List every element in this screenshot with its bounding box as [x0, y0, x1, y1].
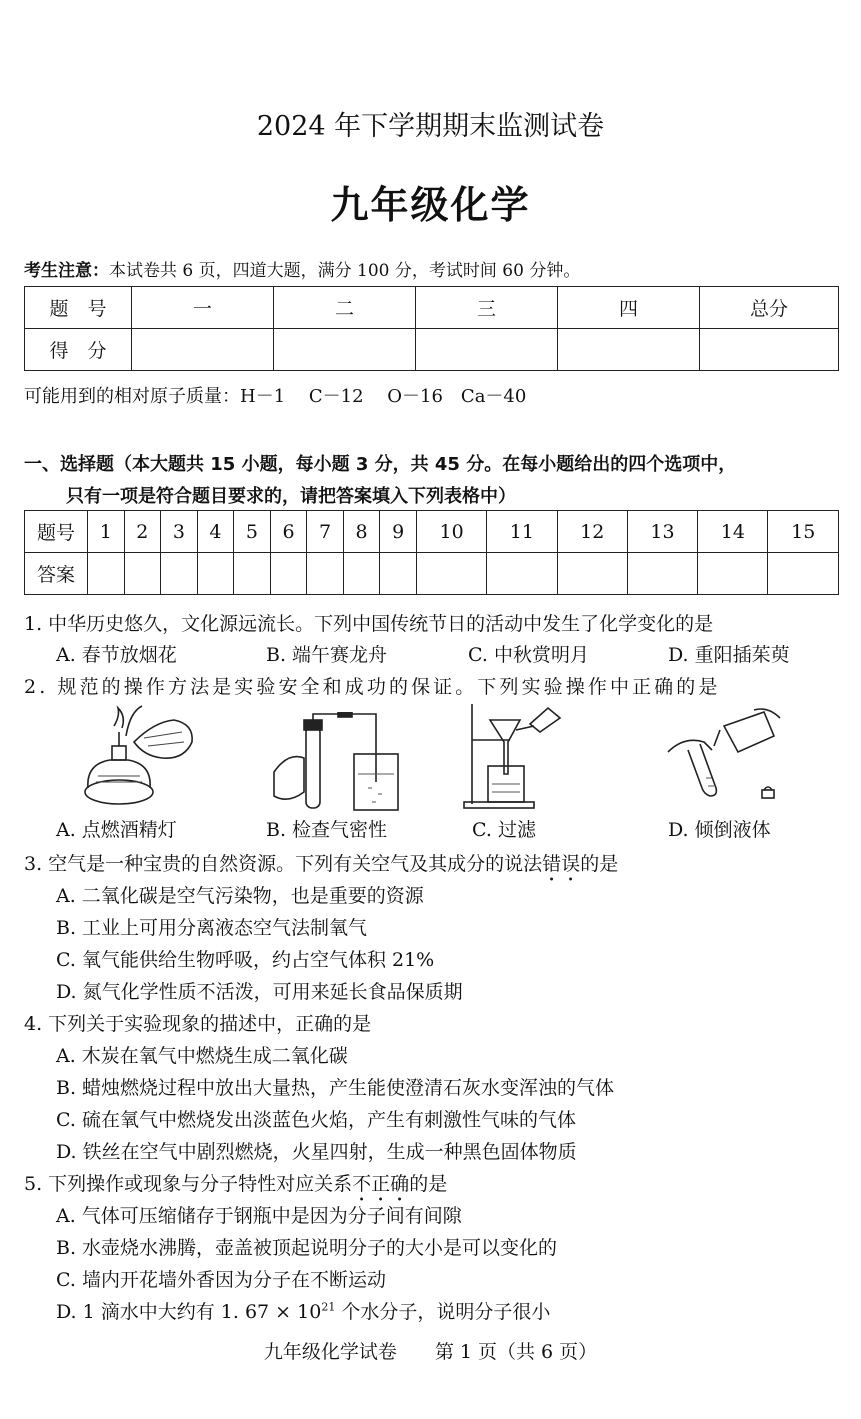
question-2-option-a: A. 点燃酒精灯: [56, 819, 177, 841]
score-cell-2: 二: [274, 287, 416, 329]
answer-row1-label: 题号: [25, 511, 88, 553]
answer-blank[interactable]: [270, 553, 307, 595]
answer-blank[interactable]: [124, 553, 161, 595]
question-2-option-c: C. 过滤: [472, 819, 536, 841]
question-2-option-b: B. 检查气密性: [266, 819, 388, 841]
answer-row2-label: 答案: [25, 553, 88, 595]
score-blank[interactable]: [132, 329, 274, 371]
question-5-option-d-after: 个水分子，说明分子很小: [335, 1301, 551, 1323]
score-header-row: [25, 287, 839, 329]
section1-heading-line2: 只有一项是符合题目要求的，请把答案填入下列表格中）: [66, 486, 516, 507]
question-5-option-c: C. 墙内开花墙外香因为分子在不断运动: [56, 1269, 386, 1291]
airtightness-figure: [268, 712, 408, 812]
answer-number: 7: [307, 511, 344, 553]
score-cell-total: 总分: [700, 287, 839, 329]
question-2-option-d: D. 倾倒液体: [668, 819, 771, 841]
question-5-option-d-exponent: 21: [321, 1300, 336, 1314]
score-value-row: [25, 329, 839, 371]
answer-number: 9: [380, 511, 417, 553]
score-row2-label: 得 分: [25, 329, 132, 371]
answer-blank[interactable]: [487, 553, 557, 595]
question-4-stem: 4. 下列关于实验现象的描述中，正确的是: [24, 1013, 372, 1035]
question-5-option-a: A. 气体可压缩储存于钢瓶中是因为分子间有间隙: [56, 1205, 462, 1227]
question-1-option-d: D. 重阳插茱萸: [668, 644, 790, 666]
question-1-option-a: A. 春节放烟花: [56, 644, 177, 666]
score-blank[interactable]: [274, 329, 416, 371]
question-1-stem: 1. 中华历史悠久，文化源远流长。下列中国传统节日的活动中发生了化学变化的是: [24, 613, 714, 635]
score-blank[interactable]: [416, 329, 558, 371]
section1-heading-line1: 一、选择题（本大题共 15 小题，每小题 3 分，共 45 分。在每小题给出的四个选项中，: [24, 454, 737, 475]
answer-blank[interactable]: [416, 553, 486, 595]
question-4-option-a: A. 木炭在氧气中燃烧生成二氧化碳: [56, 1045, 348, 1067]
notice-label: 考生注意：: [24, 261, 109, 281]
question-4-option-b: B. 蜡烛燃烧过程中放出大量热，产生能使澄清石灰水变浑浊的气体: [56, 1077, 615, 1099]
notice-text: 本试卷共 6 页，四道大题，满分 100 分，考试时间 60 分钟。: [109, 261, 581, 281]
answer-table: [24, 510, 839, 595]
answer-number: 4: [197, 511, 234, 553]
answer-blank[interactable]: [88, 553, 125, 595]
answer-number: 1: [88, 511, 125, 553]
score-cell-3: 三: [416, 287, 558, 329]
score-table: [24, 286, 839, 371]
answer-number: 11: [487, 511, 557, 553]
answer-blank[interactable]: [768, 553, 839, 595]
answer-number: 3: [161, 511, 198, 553]
answer-blank[interactable]: [307, 553, 344, 595]
answer-number-row: [25, 511, 839, 553]
score-cell-1: 一: [132, 287, 274, 329]
question-1-option-c: C. 中秋赏明月: [468, 644, 589, 666]
question-5-stem-after: 的是: [409, 1173, 448, 1195]
answer-number: 13: [627, 511, 697, 553]
question-4-option-d: D. 铁丝在空气中剧烈燃烧，火星四射，生成一种黑色固体物质: [56, 1141, 577, 1163]
atomic-mass-line: 可能用到的相对原子质量：H－1 C－12 O－16 Ca－40: [24, 386, 527, 407]
pouring-liquid-figure: [664, 706, 784, 806]
question-3-option-d: D. 氮气化学性质不活泼，可用来延长食品保质期: [56, 981, 463, 1003]
exam-notice: [24, 256, 580, 281]
answer-blank[interactable]: [234, 553, 271, 595]
answer-blank[interactable]: [380, 553, 417, 595]
question-5-emphasis: 不正确: [352, 1173, 410, 1195]
answer-number: 10: [416, 511, 486, 553]
question-3-stem-before: 3. 空气是一种宝贵的自然资源。下列有关空气及其成分的说法: [24, 853, 543, 875]
score-cell-4: 四: [558, 287, 700, 329]
answer-number: 8: [343, 511, 380, 553]
answer-blank[interactable]: [161, 553, 198, 595]
question-5-option-d: [56, 1297, 550, 1324]
question-4-option-c: C. 硫在氧气中燃烧发出淡蓝色火焰，产生有刺激性气味的气体: [56, 1109, 576, 1131]
question-3-option-b: B. 工业上可用分离液态空气法制氧气: [56, 917, 368, 939]
answer-number: 12: [557, 511, 627, 553]
answer-blank[interactable]: [698, 553, 768, 595]
answer-number: 15: [768, 511, 839, 553]
answer-blank[interactable]: [343, 553, 380, 595]
question-3-option-a: A. 二氧化碳是空气污染物，也是重要的资源: [56, 885, 424, 907]
answer-blank[interactable]: [197, 553, 234, 595]
answer-blank[interactable]: [557, 553, 627, 595]
exam-title: 2024 年下学期期末监测试卷: [256, 111, 605, 142]
question-3-option-c: C. 氧气能供给生物呼吸，约占空气体积 21%: [56, 949, 435, 971]
answer-blank[interactable]: [627, 553, 697, 595]
question-5-option-d-before: D. 1 滴水中大约有 1. 67 × 10: [56, 1301, 322, 1323]
question-2-stem: 2. 规范的操作方法是实验安全和成功的保证。下列实验操作中正确的是: [24, 676, 721, 698]
answer-number: 2: [124, 511, 161, 553]
answer-number: 6: [270, 511, 307, 553]
question-1-option-b: B. 端午赛龙舟: [266, 644, 388, 666]
subject-title: 九年级化学: [330, 183, 531, 227]
score-blank[interactable]: [558, 329, 700, 371]
alcohol-lamp-figure: [74, 702, 204, 810]
score-blank[interactable]: [700, 329, 839, 371]
answer-number: 5: [234, 511, 271, 553]
answer-number: 14: [698, 511, 768, 553]
question-3-stem-after: 的是: [580, 853, 619, 875]
question-5-option-b: B. 水壶烧水沸腾，壶盖被顶起说明分子的大小是可以变化的: [56, 1237, 558, 1259]
score-cell-label: 题 号: [25, 287, 132, 329]
question-5-stem-before: 5. 下列操作或现象与分子特性对应关系: [24, 1173, 353, 1195]
page-footer: 九年级化学试卷 第 1 页（共 6 页）: [263, 1341, 598, 1363]
answer-blank-row: [25, 553, 839, 595]
filtration-figure: [460, 700, 564, 810]
question-3-emphasis: 错误: [542, 853, 581, 875]
